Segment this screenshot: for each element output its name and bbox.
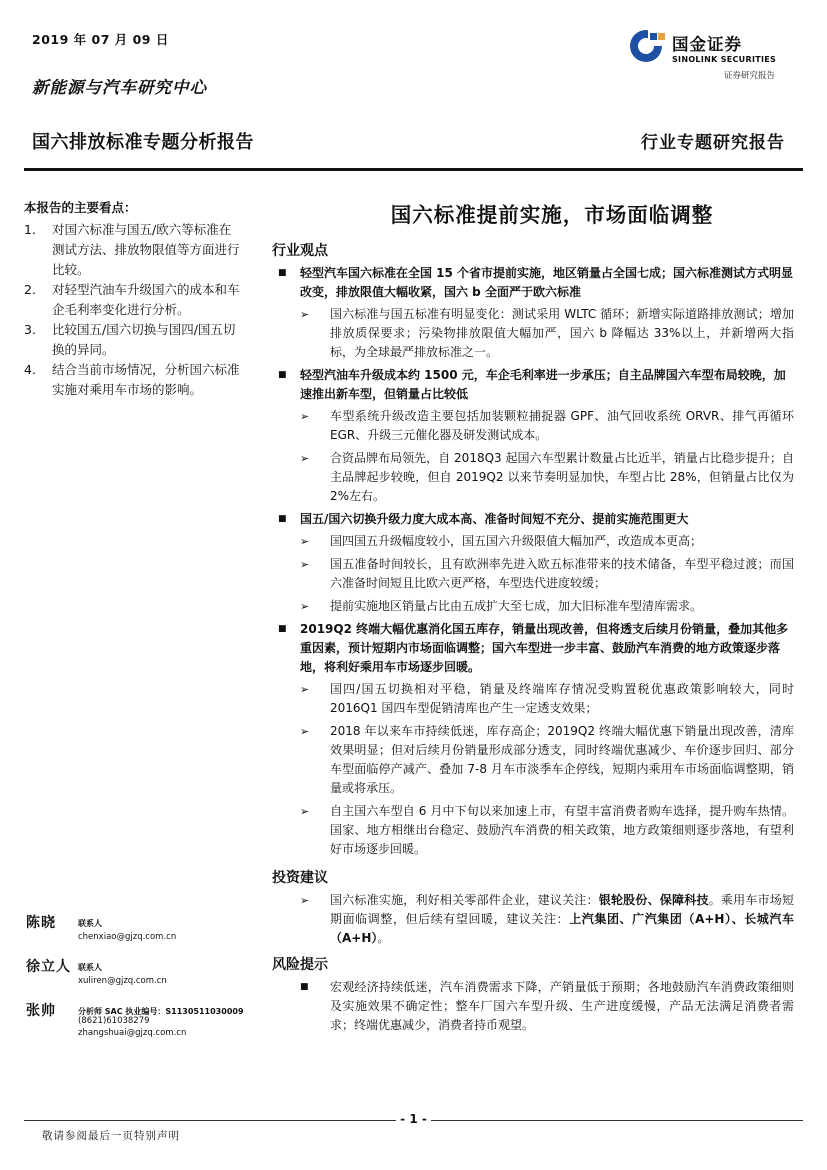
analyst-entry <box>26 912 264 956</box>
analyst-entry <box>26 956 264 1000</box>
sub-point <box>270 449 794 506</box>
arrow-bullet-icon: ➢ <box>300 894 310 907</box>
highlight-number: 3. <box>24 322 36 337</box>
sub-point <box>270 680 794 718</box>
logo-name-cn: 国金证券 <box>672 35 742 54</box>
investment-advice <box>270 891 794 948</box>
logo-subtitle: 证券研究报告 <box>724 71 776 81</box>
analyst-email[interactable]: zhangshuai@gjzq.com.cn <box>78 1028 187 1038</box>
report-title: 国六排放标准专题分析报告 <box>32 132 254 153</box>
sub-point-text: 国五准备时间较长，且有欧洲率先进入欧五标准带来的技术储备，车型平稳过渡；而国六准备时间短且比欧六更严格，车型迭代进度较缓； <box>330 557 794 590</box>
sub-point <box>270 407 794 445</box>
page-number <box>0 1112 827 1126</box>
sub-point-text: 2018 年以来车市持续低迷，库存高企；2019Q2 终端大幅优惠下销量出现改善，清库效果明显；但对后续月份销量形成部分透支，同时终端优惠减少、车价逐步回归、部分车型面临停产减产、叠加 7-8 月车市淡季车企停线，短期内乘用车市场面临调整期，销量或将承压。 <box>330 724 794 795</box>
report-type: 行业专题研究报告 <box>641 133 785 153</box>
advice-part: 。乘用车市场短期面临调整，但后续有望回暖，建议关注： <box>330 893 794 926</box>
analyst-list <box>26 912 264 1044</box>
analyst-phone: (8621)61038279 <box>78 1016 150 1026</box>
key-point-text: 轻型汽车国六标准在全国 15 个省市提前实施，地区销量占全国七成；国六标准测试方式明显改变，排放限值大幅收紧，国六 b 全面严于欧六标准 <box>300 266 794 299</box>
sub-point <box>270 722 794 798</box>
square-bullet-icon: ■ <box>300 982 309 992</box>
recommended-stocks-oem: 上汽集团、广汽集团（A+H）、长城汽车（A+H） <box>330 912 794 945</box>
highlight-item <box>24 280 252 320</box>
arrow-bullet-icon: ➢ <box>300 308 310 321</box>
square-bullet-icon: ■ <box>278 514 287 524</box>
square-bullet-icon: ■ <box>278 370 287 380</box>
sub-point-text: 合资品牌布局领先，自 2018Q3 起国六车型累计数量占比近半，销量占比稳步提升；自主品牌起步较晚，但自 2019Q2 以来节奏明显加快，车型占比 28%，但销量占比仅为 2%左右。 <box>330 451 794 503</box>
header-divider <box>24 168 803 171</box>
key-point-text: 国五/国六切换升级力度大成本高、准备时间短不充分、提前实施范围更大 <box>300 512 689 526</box>
highlight-item <box>24 220 252 280</box>
sub-point-text: 自主国六车型自 6 月中下旬以来加速上市，有望丰富消费者购车选择，提升购车热情。国家、地方相继出台稳定、鼓励汽车消费的相关政策，地方政策细则逐步落地，有望利好市场逐步回暖。 <box>330 804 794 856</box>
sub-point-text: 车型系统升级改造主要包括加装颗粒捕捉器 GPF、油气回收系统 ORVR、排气再循环 EGR、升级三元催化器及研发测试成本。 <box>330 409 794 442</box>
key-point <box>270 510 794 529</box>
sub-point <box>270 802 794 859</box>
recommended-stocks-parts: 银轮股份、保障科技 <box>598 893 709 907</box>
highlights-title: 本报告的主要看点： <box>24 200 137 215</box>
arrow-bullet-icon: ➢ <box>300 683 310 696</box>
highlight-text: 结合当前市场情况，分析国六标准实施对乘用车市场的影响。 <box>52 362 240 397</box>
logo-mark-icon <box>628 26 668 66</box>
arrow-bullet-icon: ➢ <box>300 805 310 818</box>
section-heading-risk: 风险提示 <box>272 957 328 973</box>
highlight-text: 对轻型汽油车升级国六的成本和车企毛利率变化进行分析。 <box>52 282 240 317</box>
highlights-panel <box>24 198 252 400</box>
highlight-text: 对国六标准与国五/欧六等标准在测试方法、排放物限值等方面进行比较。 <box>52 222 240 277</box>
arrow-bullet-icon: ➢ <box>300 725 310 738</box>
risk-item <box>270 978 794 1035</box>
arrow-bullet-icon: ➢ <box>300 410 310 423</box>
sub-point-text: 国四/国五切换相对平稳，销量及终端库存情况受购置税优惠政策影响较大，同时 2016Q1 国四车型促销清库也产生一定透支效果； <box>330 682 794 715</box>
sub-point-text: 国四国五升级幅度较小，国五国六升级限值大幅加严，改造成本更高； <box>330 534 703 548</box>
section-heading-invest: 投资建议 <box>272 870 328 886</box>
risk-text: 宏观经济持续低迷，汽车消费需求下降，产销量低于预期；各地鼓励汽车消费政策细则及实施效果不确定性；整车厂国六车型升级、生产进度缓慢，产品无法满足消费者需求；终端优惠减少，消费者持币观望。 <box>330 980 794 1032</box>
sub-point-text: 国六标准与国五标准有明显变化：测试采用 WLTC 循环；新增实际道路排放测试；增加排放质保要求；污染物排放限值大幅加严，国六 b 降幅达 33%以上，并新增两大指标，为全球最严排放标准之一。 <box>330 307 794 359</box>
research-department: 新能源与汽车研究中心 <box>32 78 207 97</box>
analyst-role: 联系人 <box>78 919 102 928</box>
analyst-entry <box>26 1000 264 1044</box>
key-point <box>270 366 794 404</box>
advice-part: 。 <box>377 931 390 945</box>
highlight-number: 1. <box>24 222 36 237</box>
arrow-bullet-icon: ➢ <box>300 558 310 571</box>
analyst-role: 分析师 SAC 执业编号：S1130511030009 <box>78 1007 244 1016</box>
analyst-name: 张帅 <box>26 1003 56 1019</box>
main-title: 国六标准提前实施，市场面临调整 <box>390 203 714 227</box>
logo-name-en: SINOLINK SECURITIES <box>672 55 777 64</box>
sub-point <box>270 305 794 362</box>
key-point <box>270 264 794 302</box>
sub-point <box>270 597 794 616</box>
arrow-bullet-icon: ➢ <box>300 452 310 465</box>
advice-part: 国六标准实施，利好相关零部件企业，建议关注： <box>330 893 599 907</box>
report-date: 2019 年 07 月 09 日 <box>32 32 169 47</box>
square-bullet-icon: ■ <box>278 624 287 634</box>
section-heading-view: 行业观点 <box>272 243 328 259</box>
sub-point <box>270 532 794 551</box>
key-point-text: 2019Q2 终端大幅优惠消化国五库存，销量出现改善，但将透支后续月份销量，叠加其他多重因素，预计短期内市场面临调整；国六车型进一步丰富、鼓励汽车消费的地方政策逐步落地，将利好乘用车市场逐步回暖。 <box>300 622 789 674</box>
highlight-text: 比较国五/国六切换与国四/国五切换的异同。 <box>52 322 236 357</box>
highlight-number: 4. <box>24 362 36 377</box>
sub-point-text: 提前实施地区销量占比由五成扩大至七成，加大旧标准车型清库需求。 <box>330 599 703 613</box>
analyst-role: 联系人 <box>78 963 102 972</box>
key-point-text: 轻型汽油车升级成本约 1500 元，车企毛利率进一步承压；自主品牌国六车型布局较晚，加速推出新车型，但销量占比较低 <box>300 368 786 401</box>
highlight-number: 2. <box>24 282 36 297</box>
company-logo <box>628 26 798 86</box>
highlight-item <box>24 360 252 400</box>
arrow-bullet-icon: ➢ <box>300 535 310 548</box>
analyst-email[interactable]: xuliren@gjzq.com.cn <box>78 976 167 986</box>
page-number-text: - 1 - <box>396 1112 431 1126</box>
arrow-bullet-icon: ➢ <box>300 600 310 613</box>
main-content <box>270 198 794 1039</box>
analyst-name: 徐立人 <box>26 959 71 975</box>
disclaimer-note: 敬请参阅最后一页特别声明 <box>42 1130 180 1142</box>
analyst-name: 陈晓 <box>26 915 56 931</box>
highlight-item <box>24 320 252 360</box>
investment-advice-text <box>330 891 794 948</box>
analyst-email[interactable]: chenxiao@gjzq.com.cn <box>78 932 177 942</box>
sub-point <box>270 555 794 593</box>
key-point <box>270 620 794 677</box>
square-bullet-icon: ■ <box>278 268 287 278</box>
